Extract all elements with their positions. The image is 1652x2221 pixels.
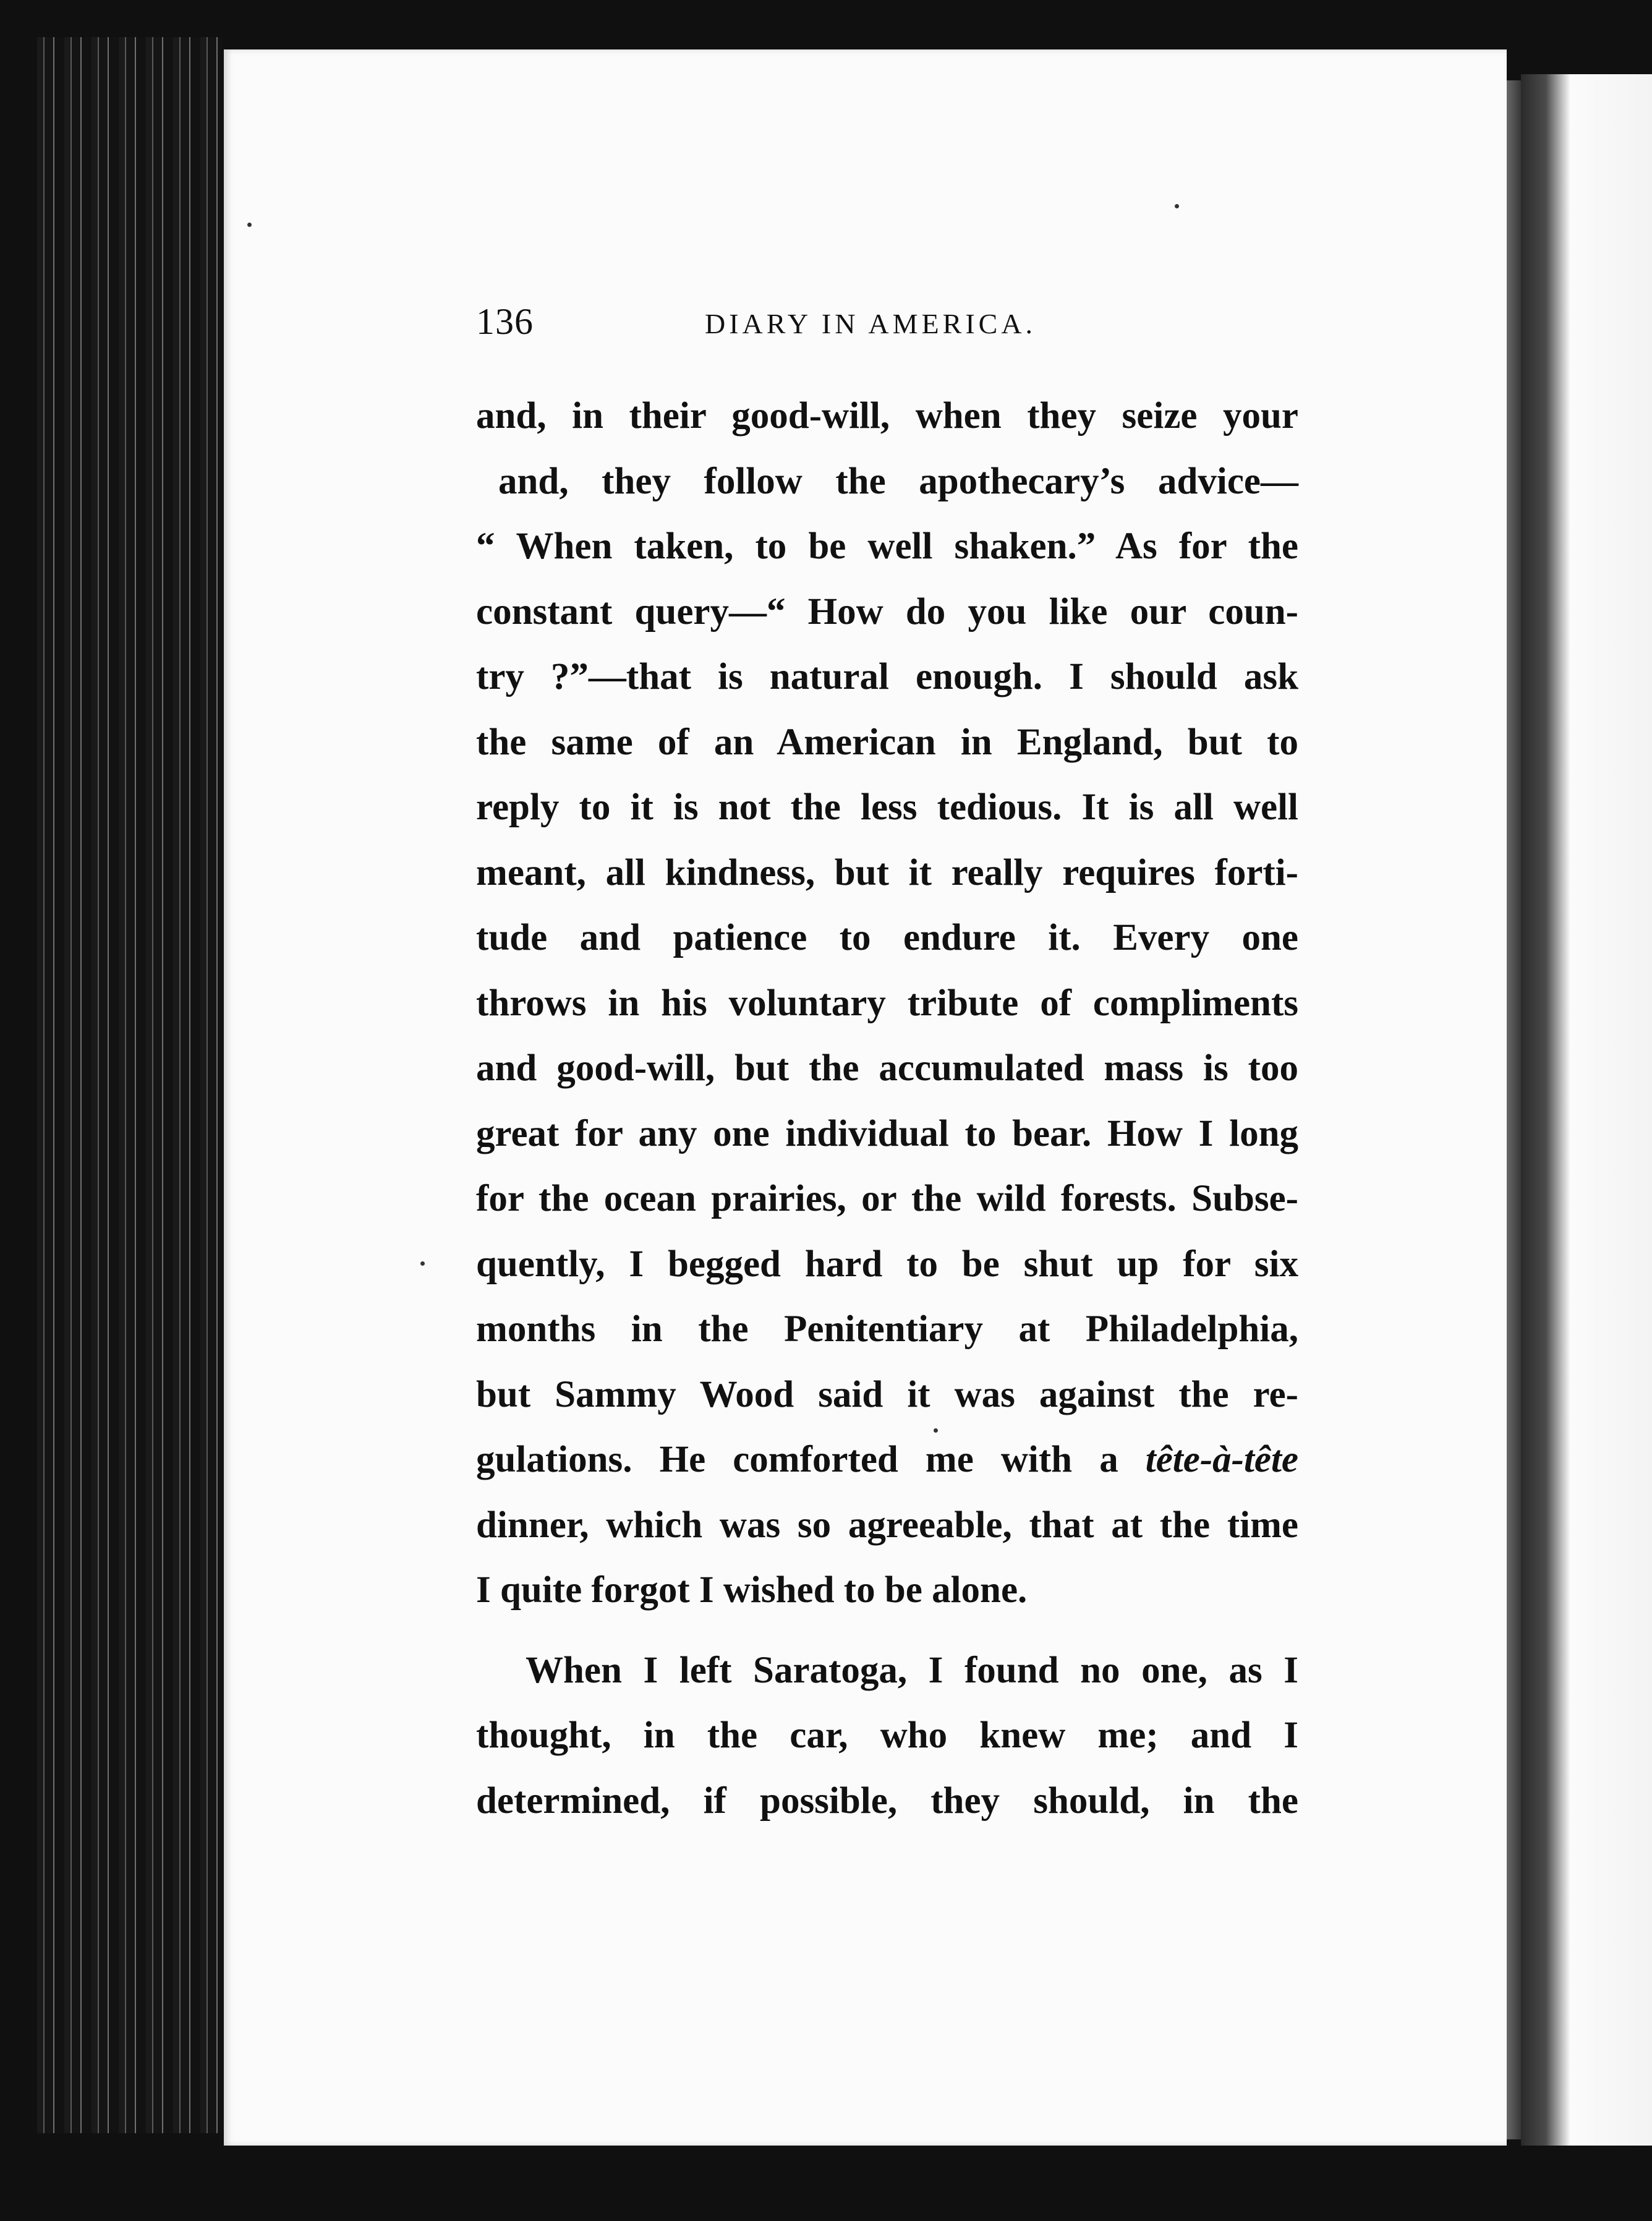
body-text — [476, 383, 1298, 1833]
page-header — [476, 297, 1329, 359]
page-edges — [37, 37, 223, 2133]
text-fragment: gulations. He comforted me with a — [476, 1439, 1146, 1480]
text-line: reply to it is not the less tedious. It is all well — [476, 787, 1298, 828]
page-number: 136 — [476, 301, 534, 342]
speck — [420, 1261, 425, 1266]
text-line: months in the Penitentiary at Philadelphia, — [476, 1308, 1298, 1350]
text-line: but Sammy Wood said it was against the re- — [476, 1373, 1298, 1415]
text-line: quently, I begged hard to be shut up for six — [476, 1243, 1298, 1285]
text-line: determined, if possible, they should, in the — [476, 1780, 1298, 1822]
text-line: try ?”—that is natural enough. I should ask — [476, 656, 1298, 697]
text-line: the same of an American in England, but to — [476, 721, 1298, 763]
text-line: throws in his voluntary tribute of compliments — [476, 982, 1298, 1024]
italic-phrase: tête-à-tête — [1145, 1439, 1298, 1480]
text-line: great for any one individual to bear. How I long — [476, 1112, 1298, 1154]
text-line: When I left Saratoga, I found no one, as I — [526, 1649, 1298, 1691]
speck — [1175, 204, 1179, 208]
text-line: I quite forgot I wished to be alone. — [476, 1569, 1028, 1611]
text-line: and, in their good-will, when they seize your — [476, 395, 1298, 437]
text-line: meant, all kindness, but it really requires forti- — [476, 851, 1298, 893]
text-line: tude and patience to endure it. Every one — [476, 917, 1298, 958]
text-line: for the ocean prairies, or the wild forests. Subse- — [476, 1178, 1298, 1219]
text-line: and, they follow the apothecary’s advice— — [498, 460, 1298, 502]
text-line: constant query—“ How do you like our coun- — [476, 590, 1298, 633]
text-line: dinner, which was so agreeable, that at the time — [476, 1504, 1298, 1546]
text-line: and good-will, but the accumulated mass is too — [476, 1047, 1298, 1089]
next-page-edge — [1521, 74, 1652, 2146]
text-line-with-italic — [476, 1427, 1298, 1493]
paragraph-gap — [476, 1623, 1298, 1638]
text-line: thought, in the car, who knew me; and I — [476, 1715, 1298, 1756]
text-line: “ When taken, to be well shaken.” As for the — [476, 526, 1298, 567]
speck — [247, 223, 252, 227]
running-head: DIARY IN AMERICA. — [705, 308, 1037, 339]
